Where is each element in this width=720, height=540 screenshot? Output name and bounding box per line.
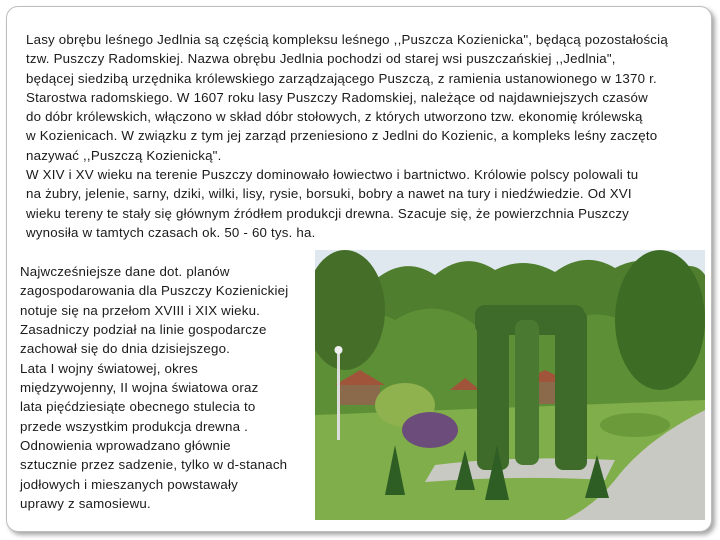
photo-pergola-pillar-right: [555, 310, 587, 470]
photo-lamp: [335, 346, 343, 354]
photo-gazebo-left: [340, 385, 380, 405]
photo-lamp-post: [337, 350, 340, 440]
photo-shrub-purple: [402, 412, 458, 448]
photo-tree-right: [615, 250, 705, 390]
forest-park-photo: [315, 250, 705, 520]
photo-hedge: [600, 413, 670, 437]
intro-paragraph: Lasy obrębu leśnego Jedlnia są częścią kompleksu leśnego ,,Puszcza Kozienicka", będącą pozostałością tzw. Puszczy Radomskiej. Nazwa obrębu Jedlnia pochodzi od starej wsi puszczańskiej ,,Jedlnia", będącej siedzibą urzędnika królewskiego zarządzającego Puszczą, z ramienia ustanowionego w 1370 r. Starostwa radomskiego. W 1607 roku lasy Puszczy Radomskiej, należące od najdawniejszych czasów do dóbr królewskich, włączono w skład dóbr stołowych, z których utworzono tzw. ekonomię królewską w Kozienicach. W związku z tym jej zarząd przeniesiono z Jedlni do Kozienic, a kompleks leśny zaczęto nazywać ,,Puszczą Kozienicką". W XIV i XV wieku na terenie Puszczy dominowało łowiectwo i bartnictwo. Królowie polscy polowali tu na żubry, jelenie, sarny, dziki, wilki, lisy, rysie, borsuki, bobry a nawet na tury i niedźwiedzie. Od XVI wieku tereny te stały się głównym źródłem produkcji drewna. Szacuje się, że powierzchnia Puszczy wynosiła w tamtych czasach ok. 50 - 60 tys. ha.: [26, 32, 668, 240]
photo-illustration: [315, 250, 705, 520]
photo-pergola-pillar-left: [477, 310, 509, 470]
history-paragraph: Najwcześniejsze dane dot. planów zagospodarowania dla Puszczy Kozienickiej notuje się na przełom XVIII i XIX wieku. Zasadniczy podział na linie gospodarcze zachował się do dnia dzisiejszego. Lata I wojny światowej, okres międzywojenny, II wojna światowa oraz lata pięćdziesiąte obecnego stulecia to przede wszystkim produkcja drewna . Odnowienia wprowadzano głównie sztucznie przez sadzenie, tylko w d-stanach jodłowych i mieszanych powstawały uprawy z samosiewu.: [20, 264, 289, 512]
photo-pergola-pillar-middle: [515, 320, 539, 465]
